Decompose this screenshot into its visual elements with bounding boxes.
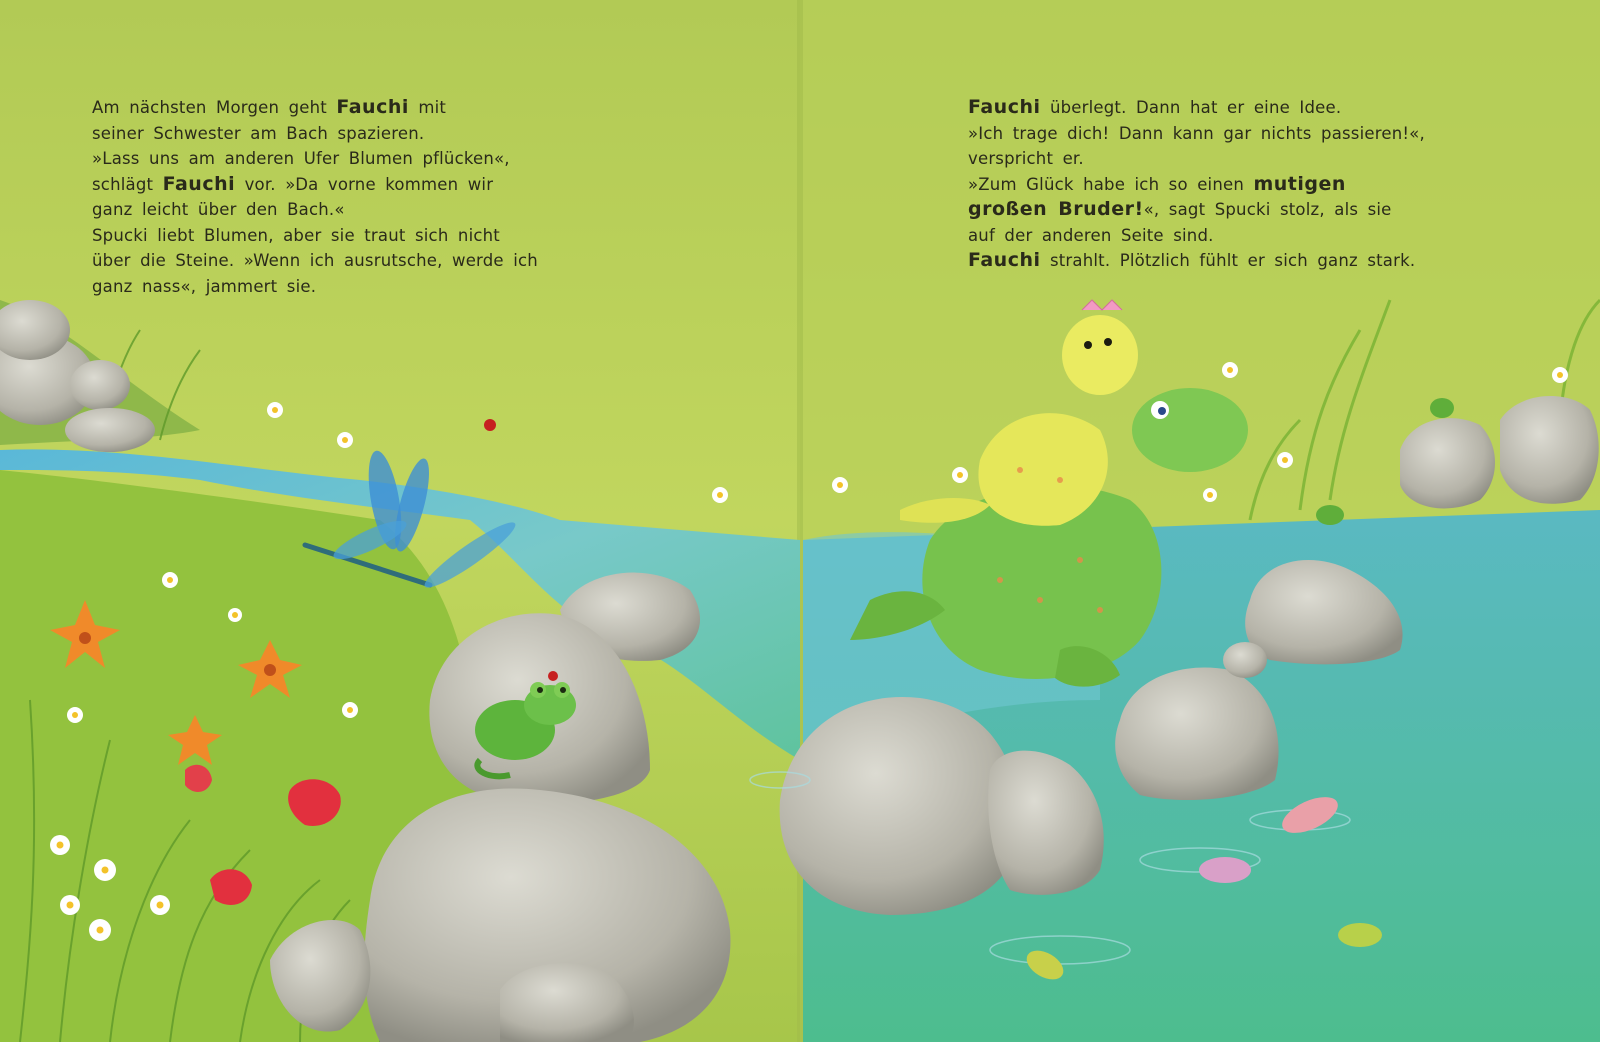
text-segment: Spucki liebt Blumen, aber sie traut sich nicht	[92, 225, 500, 245]
right-page-text	[968, 95, 1425, 274]
text-line	[92, 248, 538, 274]
text-segment: »Lass uns am anderen Ufer Blumen pflücken«,	[92, 149, 510, 168]
text-line	[92, 223, 538, 249]
text-segment: strahlt. Plötzlich fühlt er sich ganz stark.	[1040, 251, 1416, 270]
text-segment: »Ich trage dich! Dann kann gar nichts passieren!«,	[968, 123, 1425, 143]
text-segment: vor. »Da vorne kommen wir	[235, 174, 494, 194]
text-segment: auf der anderen Seite sind.	[968, 225, 1214, 245]
text-line	[92, 95, 538, 121]
text-segment: schlägt	[92, 174, 163, 194]
emphasized-word: Fauchi	[968, 96, 1041, 118]
text-line	[92, 197, 538, 223]
emphasized-word: Fauchi	[336, 96, 409, 118]
text-line	[92, 146, 538, 172]
emphasized-word: Fauchi	[968, 249, 1041, 271]
text-line	[92, 172, 538, 198]
text-line	[968, 223, 1425, 249]
text-line	[968, 172, 1425, 198]
text-segment: über die Steine. »Wenn ich ausrutsche, werde ich	[92, 251, 538, 270]
emphasized-word: großen Bruder!	[968, 198, 1144, 220]
text-line	[968, 95, 1425, 121]
text-segment: «, sagt Spucki stolz, als sie	[1143, 200, 1392, 219]
text-segment: »Zum Glück habe ich so einen	[968, 174, 1254, 194]
emphasized-word: mutigen	[1253, 172, 1346, 195]
text-line	[968, 146, 1425, 172]
text-segment: Am nächsten Morgen geht	[92, 98, 337, 117]
text-line	[968, 197, 1425, 223]
text-line	[92, 274, 538, 300]
text-segment: seiner Schwester am Bach spazieren.	[92, 123, 425, 143]
text-segment: ganz nass«, jammert sie.	[92, 276, 317, 296]
text-segment: überlegt. Dann hat er eine Idee.	[1040, 98, 1342, 117]
text-line	[968, 248, 1425, 274]
text-segment: ganz leicht über den Bach.«	[92, 200, 345, 219]
emphasized-word: Fauchi	[162, 172, 236, 195]
left-page-text	[92, 95, 538, 299]
text-line	[968, 121, 1425, 147]
text-segment: mit	[408, 98, 447, 117]
text-segment: verspricht er.	[968, 149, 1084, 168]
text-line	[92, 121, 538, 147]
